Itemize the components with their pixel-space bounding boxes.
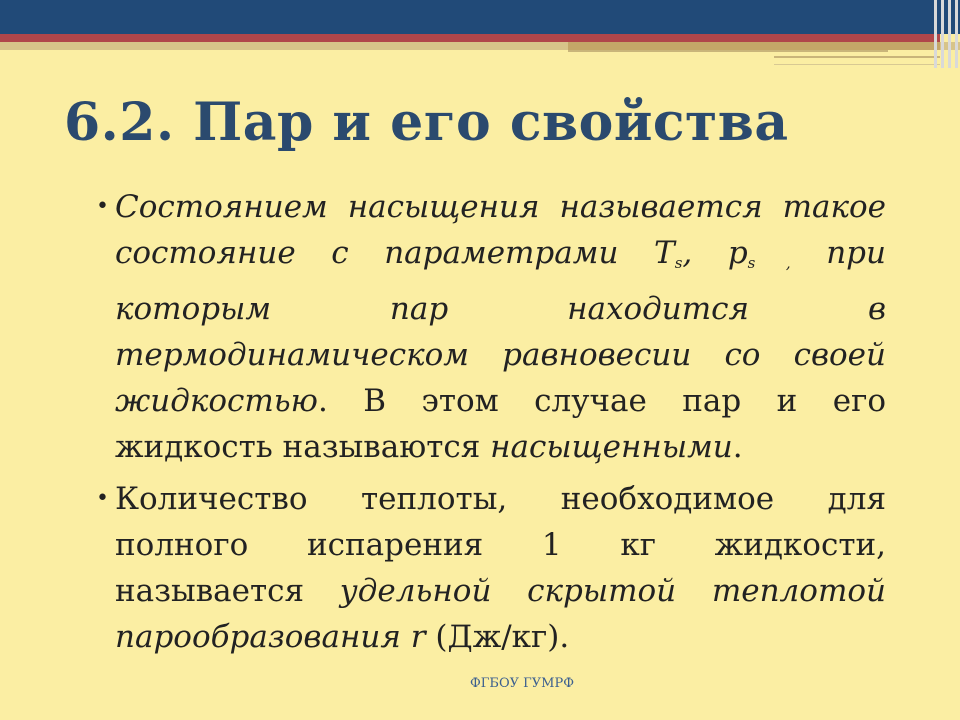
bullet1-p-symbol: , p bbox=[682, 235, 748, 271]
footer-text: ФГБОУ ГУМРФ bbox=[470, 676, 574, 691]
rail-stripe bbox=[941, 0, 944, 68]
bullet-marker: • bbox=[96, 194, 109, 219]
decorative-rail bbox=[930, 0, 960, 70]
rail-stripe bbox=[934, 0, 937, 68]
rail-stripe bbox=[955, 0, 958, 68]
bullet1-definition-text: Состоянием насыщения называется такое состояние с параметрами T bbox=[115, 189, 886, 271]
bullet1-end-punct: . bbox=[732, 429, 743, 465]
bullet2-normal-text: Количество теплоты, необходимое для полного испарения 1 кг жидкости, называется bbox=[115, 481, 886, 609]
bullet-marker: • bbox=[96, 486, 109, 511]
bullet-item bbox=[96, 476, 886, 660]
header-band-step bbox=[568, 42, 940, 50]
bullet2-unit-text: (Дж/кг). bbox=[425, 619, 570, 655]
bullet1-italic-term: насыщенными bbox=[490, 429, 733, 465]
header-rule bbox=[774, 56, 940, 58]
bullet1-t-subscript: s bbox=[674, 254, 683, 272]
slide-title: 6.2. Пар и его свойства bbox=[64, 92, 789, 153]
bullet1-p-subscript: s , bbox=[747, 254, 791, 272]
header-band-red bbox=[0, 34, 940, 42]
header-rule bbox=[774, 64, 940, 65]
rail-stripe bbox=[948, 0, 951, 68]
header-band-navy bbox=[0, 0, 960, 34]
header-rule bbox=[568, 50, 888, 52]
bullet2-italic-term: удельной скрытой теплотой парообразования r bbox=[115, 573, 886, 655]
bullet1-definition-continued: при которым пар находится в термодинамическом равновесии со своей жидкостью bbox=[115, 235, 886, 419]
footer bbox=[0, 676, 960, 691]
slide-body bbox=[96, 184, 886, 660]
bullet1-normal-text: . В этом случае пар и его жидкость называются bbox=[115, 383, 886, 465]
bullet-item bbox=[96, 184, 886, 470]
